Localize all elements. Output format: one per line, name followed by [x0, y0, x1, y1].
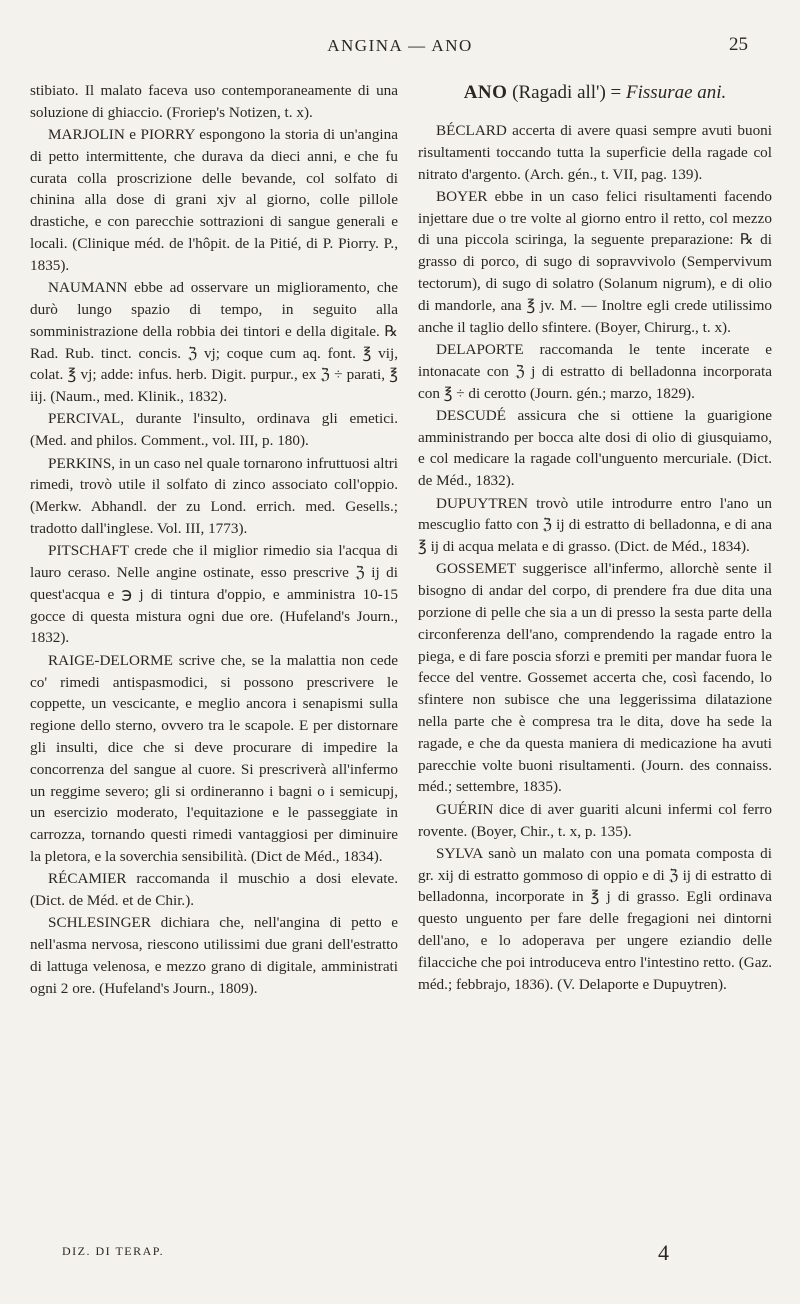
entry-synonym: Fissurae ani. [626, 82, 727, 103]
paragraph: SCHLESINGER dichiara che, nell'angina di petto e nell'asma nervosa, riescono utilissimi due grani dell'estratto di lattuga velenosa, e mezzo grano di digitale, amministrati ogni 2 ore. (Hufeland's Journ., 1809). [30, 914, 398, 997]
entry-title [418, 80, 772, 106]
left-column [30, 80, 398, 999]
paragraph: PERCIVAL, durante l'insulto, ordinava gli emetici. (Med. and philos. Comment., vol. III, p. 180). [30, 410, 398, 450]
entry-reference: (Ragadi all') = [512, 82, 622, 103]
paragraph: PERKINS, in un caso nel quale tornarono infruttuosi altri rimedi, trovò utile il solfato di zinco associato coll'oppio. (Merkw. Abhandl. der zu Lond. errich. med. Gesells.; tradotto dall'inglese. Vol. III, 1773). [30, 454, 398, 537]
paragraph: GOSSEMET suggerisce all'infermo, allorchè sente il bisogno di andar del corpo, di prendere fra due dita una porzione di pelle che sia a un di presso la sesta parte della circonferenza dell'ano, comprendendo la ragade entro la piega, e di fare poscia sforzi e premiti per mandar fuora le fecce del ventre. Gossemet accerta che, così facendo, lo sfintere non subisce che una leggerissima dilatazione nella parte che è compresa tra le dita, dove ha sede la ragade, e che da questa maniera di medicazione ha avuti parecchie volte buoni risultamenti. (Journ. des connaiss. méd.; settembre, 1835). [418, 560, 772, 796]
paragraph: BOYER ebbe in un caso felici risultamenti facendo injettare due o tre volte al giorno entro il retto, col mezzo di una piccola sciringa, la seguente preparazione: ℞ di grasso di porco, di sugo di sopravvivolo (Sempervivum tectorum), di sugo di solatro (Solanum nigrum), e di olio di mandorle, ana ℥ jv. M. — Inoltre egli crede utilissimo anche il taglio dello sfintere. (Boyer, Chirurg., t. x). [418, 187, 772, 336]
signature-mark: 4 [658, 1240, 669, 1265]
paragraph: BÉCLARD accerta di avere quasi sempre avuti buoni risultamenti toccando tutta la superficie della ragade col nitrato d'argento. (Arch. gén., t. VII, pag. 139). [418, 122, 772, 183]
paragraph: RÉCAMIER raccomanda il muschio a dosi elevate. (Dict. de Méd. et de Chir.). [30, 870, 398, 909]
page-header [0, 36, 800, 66]
paragraph: PITSCHAFT crede che il miglior rimedio sia l'acqua di lauro ceraso. Nelle angine ostinate, esso prescrive ℨ ij di quest'acqua e ℈ j di tintura d'oppio, e amministra 10-15 gocce di questa mistura ogni due ore. (Hufeland's Journ., 1832). [30, 542, 398, 647]
paragraph: SYLVA sanò un malato con una pomata composta di gr. xij di estratto gommoso di oppio e di ℨ ij di estratto di belladonna, incorporate in ℥ j di grasso. Egli ordinava questo unguento per fare delle fregagioni nei dintorni dell'ano, e lo adoperava per ungere eziandio delle filacciche che poi introduceva entro l'intestino retto. (Gaz. méd.; febbrajo, 1836). (V. Delaporte e Dupuytren). [418, 844, 772, 993]
paragraph: DELAPORTE raccomanda le tente incerate e intonacate con ℨ j di estratto di belladonna incorporata con ℥ ÷ di cerotto (Journ. gén.; marzo, 1829). [418, 340, 772, 402]
right-column [418, 80, 772, 995]
running-head: ANGINA — ANO [327, 36, 473, 55]
paragraph: DESCUDÉ assicura che si ottiene la guarigione amministrando per bocca alte dosi di olio di giusquiamo, e col medicare la ragade coll'unguento mercuriale. (Dict. de Méd., 1832). [418, 406, 772, 490]
paragraph: DUPUYTREN trovò utile introdurre entro l'ano un mescuglio fatto con ℨ ij di estratto di belladonna, e di ana ℥ ij di acqua melata e di grasso. (Dict. de Méd., 1834). [418, 494, 772, 556]
paragraph: MARJOLIN e PIORRY espongono la storia di un'angina di petto intermittente, che durava da dieci anni, e che fu curata colla proscrizione delle bevande, col solfato di chinina alla dose di grani xjv al giorno, colle pillole drastiche, e con parecchie sottrazioni di sangue generali e locali. (Clinique méd. de l'hôpit. de la Pitié, di P. Piorry. P., 1835). [30, 126, 398, 274]
paragraph: GUÉRIN dice di aver guariti alcuni infermi col ferro rovente. (Boyer, Chir., t. x, p. 135). [418, 800, 772, 840]
paragraph: stibiato. Il malato faceva uso contemporaneamente di una soluzione di ghiaccio. (Froriep's Notizen, t. x). [30, 82, 398, 121]
entry-word: ANO [463, 82, 508, 103]
paragraph: NAUMANN ebbe ad osservare un miglioramento, che durò lungo spazio di tempo, in seguito alla somministrazione della robbia dei tintori e della digitale. ℞ Rad. Rub. tinct. concis. ℨ vj; coque cum aq. font. ℥ vij, colat. ℥ vj; adde: infus. herb. Digit. purpur., ex ℨ ÷ parati, ℥ iij. (Naum., med. Klinik., 1832). [30, 279, 398, 406]
footer-signature: DIZ. DI TERAP. [62, 1244, 165, 1258]
page-number: 25 [729, 34, 748, 55]
paragraph: RAIGE-DELORME scrive che, se la malattia non cede co' rimedi antispasmodici, si possono prescrivere le coppette, un vescicante, e meglio ancora i senapismi sulla regione dello sterno, ovvero tra le scapole. E per distornare gli insulti, dice che si deve procurare di impedire la concorrenza del sangue al cuore. Si prescriverà all'infermo un reggime severo; gli si ordineranno i bagni o i semicupj, un esercizio moderato, l'equitazione e le passeggiate in carrozza, tornando questi rimedi vantaggiosi per diminuire la pletora, e la soverchia sensibilità. (Dict de Méd., 1834). [30, 651, 398, 865]
